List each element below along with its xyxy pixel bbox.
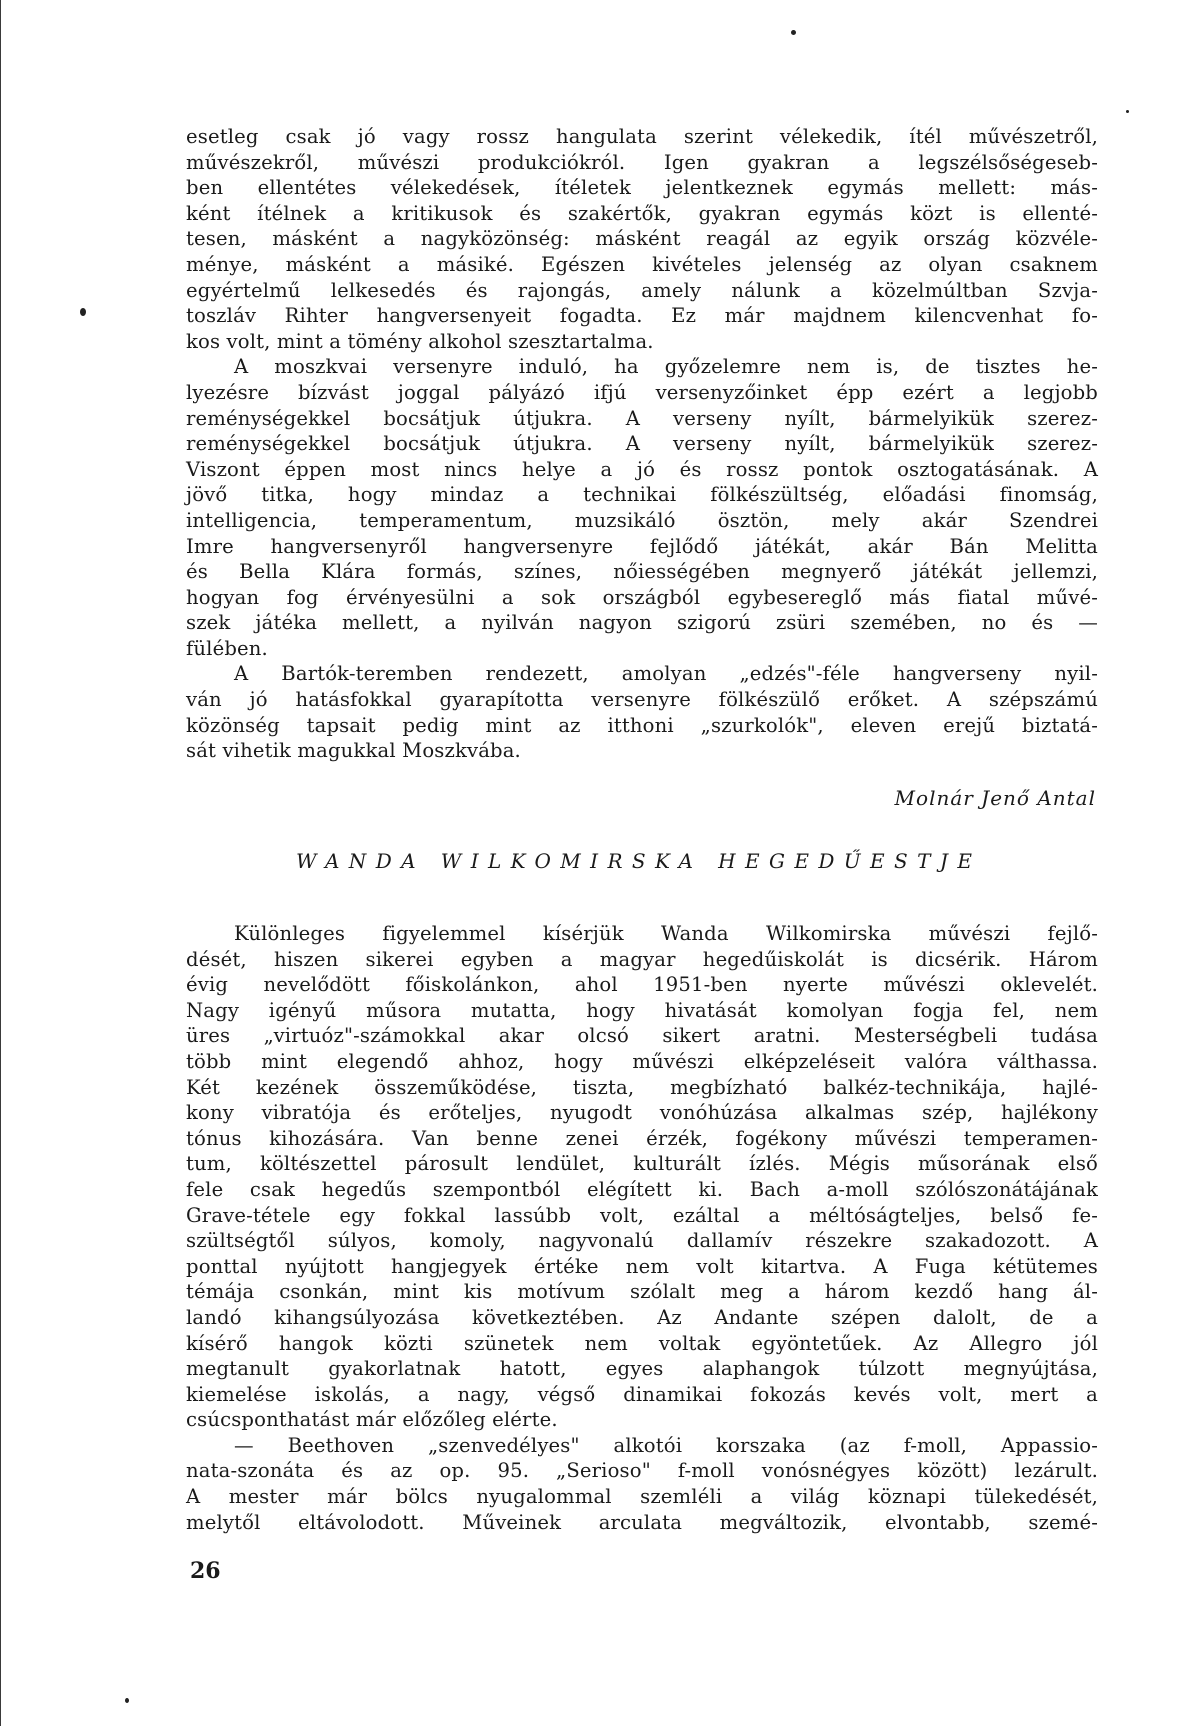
text-line: Imre hangversenyről hangversenyre fejlődő játékát, akár Bán Melitta: [186, 534, 1098, 558]
text-line: művészekről, művészi produkciókról. Igen gyakran a legszélsőségeseb-: [186, 150, 1098, 174]
text-line: kony vibratója és erőteljes, nyugodt vonóhúzása alkalmas szép, hajlékony: [186, 1101, 1098, 1125]
text-line: fülében.: [186, 636, 268, 660]
text-line: dését, hiszen sikerei egyben a magyar hegedűiskolát is dicsérik. Három: [186, 947, 1098, 971]
page-number: 26: [190, 1558, 221, 1584]
text-line: landó kihangsúlyozása következtében. Az Andante szépen dalolt, de a: [186, 1305, 1098, 1329]
text-line: témája csonkán, mint kis motívum szólalt meg a három kezdő hang ál-: [186, 1280, 1098, 1304]
text-line: esetleg csak jó vagy rossz hangulata szerint vélekedik, ítél művészetről,: [186, 125, 1098, 148]
text-line: több mint elegendő ahhoz, hogy művészi elképzeléseit valóra válthassa.: [186, 1049, 1098, 1073]
text-line: kos volt, mint a tömény alkohol szesztartalma.: [186, 329, 654, 353]
text-line: reménységekkel bocsátjuk útjukra. A verseny nyílt, bármelyikük szerez-: [186, 406, 1098, 430]
text-line: Grave-tétele egy fokkal lassúbb volt, ezáltal a méltóságteljes, belső fe-: [186, 1203, 1098, 1227]
print-speck: [791, 30, 796, 35]
text-line: jövő titka, hogy mindaz a technikai fölkészültség, előadási finomság,: [186, 483, 1098, 507]
text-line: ménye, másként a másiké. Egészen kivételes jelenség az olyan csaknem: [186, 252, 1098, 276]
text-line: tónus kihozására. Van benne zenei érzék, fogékony művészi temperamen-: [186, 1126, 1098, 1150]
paragraph: [186, 1433, 1098, 1535]
text-line: A moszkvai versenyre induló, ha győzelemre nem is, de tisztes he-: [234, 355, 1098, 379]
text-line: csúcsponthatást már előzőleg elérte.: [186, 1408, 558, 1432]
text-line: Különleges figyelemmel kísérjük Wanda Wilkomirska művészi fejlő-: [234, 922, 1098, 945]
text-line: Nagy igényű műsora mutatta, hogy hivatását komolyan fogja fel, nem: [186, 998, 1098, 1022]
text-line: Két kezének összeműködése, tiszta, megbízható balkéz-technikája, hajlé-: [186, 1075, 1098, 1099]
text-line: tesen, másként a nagyközönség: másként reagál az egyik ország közvéle-: [186, 227, 1098, 251]
text-line: A mester már bölcs nyugalommal szemléli a világ köznapi tülekedését,: [186, 1485, 1098, 1509]
text-line: üres „virtuóz"-számokkal akar olcsó sikert aratni. Mesterségbeli tudása: [186, 1024, 1098, 1048]
paragraph: [186, 921, 1098, 1433]
text-line: nata-szonáta és az op. 95. „Serioso" f-moll vonósnégyes között) lezárult.: [186, 1459, 1098, 1483]
text-line: reménységekkel bocsátjuk útjukra. A verseny nyílt, bármelyikük szerez-: [186, 432, 1098, 456]
text-line: és Bella Klára formás, színes, nőiességében megnyerő játékát jellemzi,: [186, 560, 1098, 584]
text-line: melytől eltávolodott. Műveinek arculata megváltozik, elvontabb, szemé-: [186, 1510, 1098, 1534]
text-line: megtanult gyakorlatnak hatott, egyes alaphangok túlzott megnyújtása,: [186, 1357, 1098, 1381]
text-line: évig nevelődött főiskolánkon, ahol 1951-ben nyerte művészi oklevelét.: [186, 973, 1098, 997]
text-line: kísérő hangok közti szünetek nem voltak egyöntetűek. Az Allegro jól: [186, 1331, 1098, 1355]
text-line: intelligencia, temperamentum, muzsikáló ösztön, mely akár Szendrei: [186, 508, 1098, 532]
print-speck: [1126, 110, 1129, 113]
text-line: lyezésre bízvást joggal pályázó ifjú versenyzőinket épp ezért a legjobb: [186, 380, 1098, 404]
page-edge: [0, 0, 1, 1726]
text-line: Viszont éppen most nincs helye a jó és rossz pontok osztogatásának. A: [186, 457, 1098, 481]
paragraph: [186, 354, 1098, 661]
author-signature: Molnár Jenő Antal: [894, 786, 1096, 810]
text-line: ván jó hatásfokkal gyarapította versenyre fölkészülő erőket. A szépszámú: [186, 688, 1098, 712]
text-line: hogyan fog érvényesülni a sok országból egybesereglő más fiatal művé-: [186, 585, 1098, 609]
print-speck: [80, 308, 86, 316]
body-text-bottom: [186, 921, 1098, 1535]
text-line: fele csak hegedűs szempontból elégített ki. Bach a-moll szólószonátájának: [186, 1177, 1098, 1201]
text-line: sát vihetik magukkal Moszkvába.: [186, 739, 521, 763]
text-line: szek játéka mellett, a nyilván nagyon szigorú zsüri szemében, no és —: [186, 611, 1098, 635]
text-line: ként ítélnek a kritikusok és szakértők, gyakran egymás közt is ellenté-: [186, 201, 1098, 225]
text-line: tum, költészettel párosult lendület, kulturált ízlés. Mégis műsorának első: [186, 1152, 1098, 1176]
body-text-top: [186, 124, 1098, 764]
paragraph: [186, 661, 1098, 763]
paragraph: [186, 124, 1098, 354]
text-line: közönség tapsait pedig mint az itthoni „szurkolók", eleven erejű biztatá-: [186, 713, 1098, 737]
text-line: kiemelése iskolás, a nagy, végső dinamikai fokozás kevés volt, mert a: [186, 1382, 1098, 1406]
section-heading: WANDA WILKOMIRSKA HEGEDŰESTJE: [296, 849, 982, 873]
text-line: toszláv Rihter hangversenyeit fogadta. Ez már majdnem kilencvenhat fo-: [186, 304, 1098, 328]
text-line: egyértelmű lelkesedés és rajongás, amely nálunk a közelmúltban Szvja-: [186, 278, 1098, 302]
text-line: — Beethoven „szenvedélyes" alkotói korszaka (az f-moll, Appassio-: [234, 1433, 1098, 1457]
text-line: szültségtől súlyos, komoly, nagyvonalú dallamív részekre szakadozott. A: [186, 1229, 1098, 1253]
text-line: A Bartók-teremben rendezett, amolyan „edzés"-féle hangverseny nyil-: [234, 662, 1098, 686]
text-line: ben ellentétes vélekedések, ítéletek jelentkeznek egymás mellett: más-: [186, 176, 1098, 200]
text-line: ponttal nyújtott hangjegyek értéke nem volt kitartva. A Fuga kétütemes: [186, 1254, 1098, 1278]
print-speck: [125, 1698, 129, 1703]
